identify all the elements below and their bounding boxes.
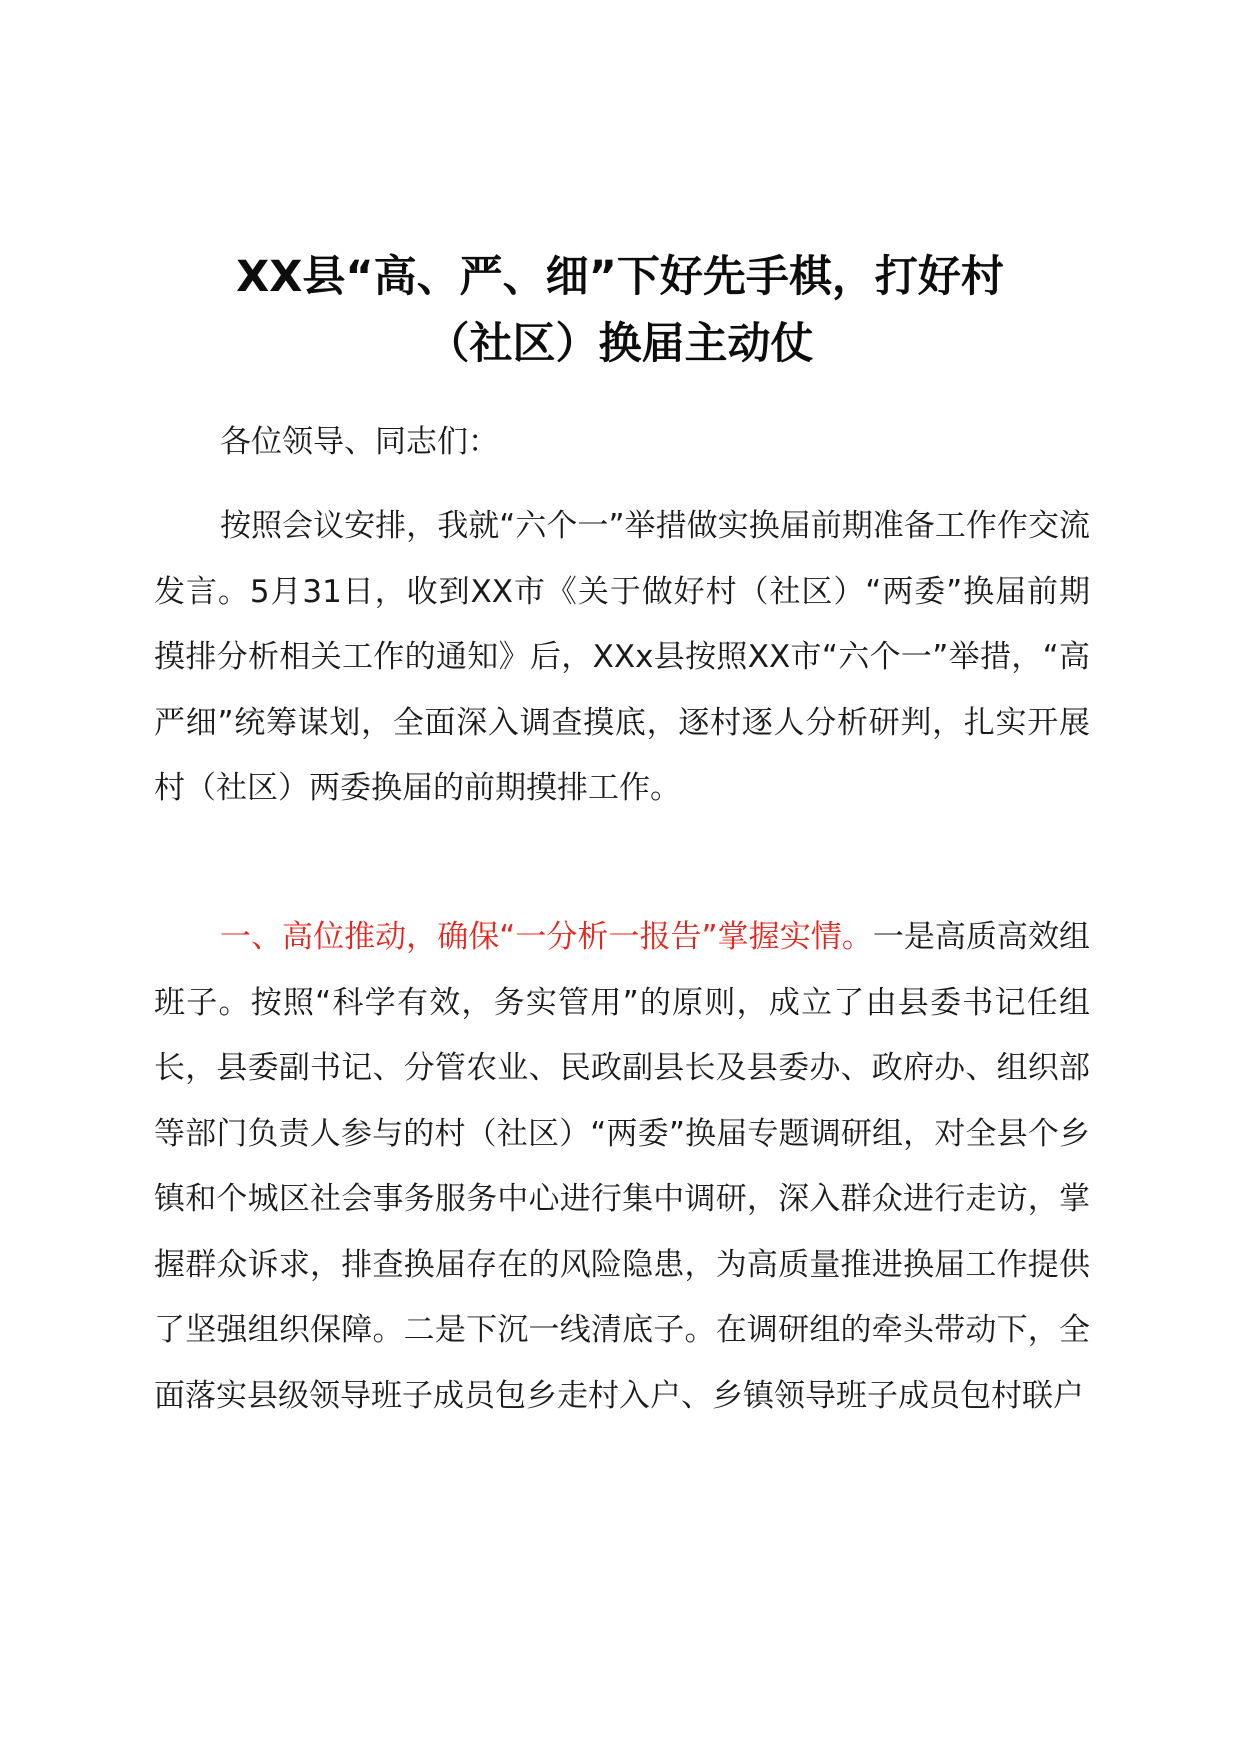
greeting: 各位领导、同志们：	[220, 424, 499, 460]
section-1-heading: 一、高位推动，确保“一分析一报告”掌握实情。	[220, 919, 873, 955]
document-title	[150, 244, 1090, 378]
title-line-1: XX县“高、严、细”下好先手棋，打好村	[236, 252, 1004, 302]
title-line-2: （社区）换届主动仗	[426, 319, 814, 369]
section-1-body: 一是高质高效组班子。按照“科学有效，务实管用”的原则，成立了由县委书记任组长，县委副书记、分管农业、民政副县长及县委办、政府办、组织部等部门负责人参与的村（社区）“两委”换届专题调研组，对全县个乡镇和个城区社会事务服务中心进行集中调研，深入群众进行走访，掌握群众诉求，排查换届存在的风险隐患，为高质量推进换届工作提供了坚强组织保障。二是下沉一线清底子。在调研组的牵头带动下，全面落实县级领导班子成员包乡走村入户、乡镇领导班子成员包村联户	[154, 919, 1090, 1414]
paragraph-intro: 按照会议安排，我就“六个一”举措做实换届前期准备工作作交流发言。5月31日，收到XX市《关于做好村（社区）“两委”换届前期摸排分析相关工作的通知》后，XXx县按照XX市“六个一”举措，“高严细”统筹谋划，全面深入调查摸底，逐村逐人分析研判，扎实开展村（社区）两委换届的前期摸排工作。	[154, 508, 1090, 806]
paragraph-section-1	[154, 905, 1090, 1429]
